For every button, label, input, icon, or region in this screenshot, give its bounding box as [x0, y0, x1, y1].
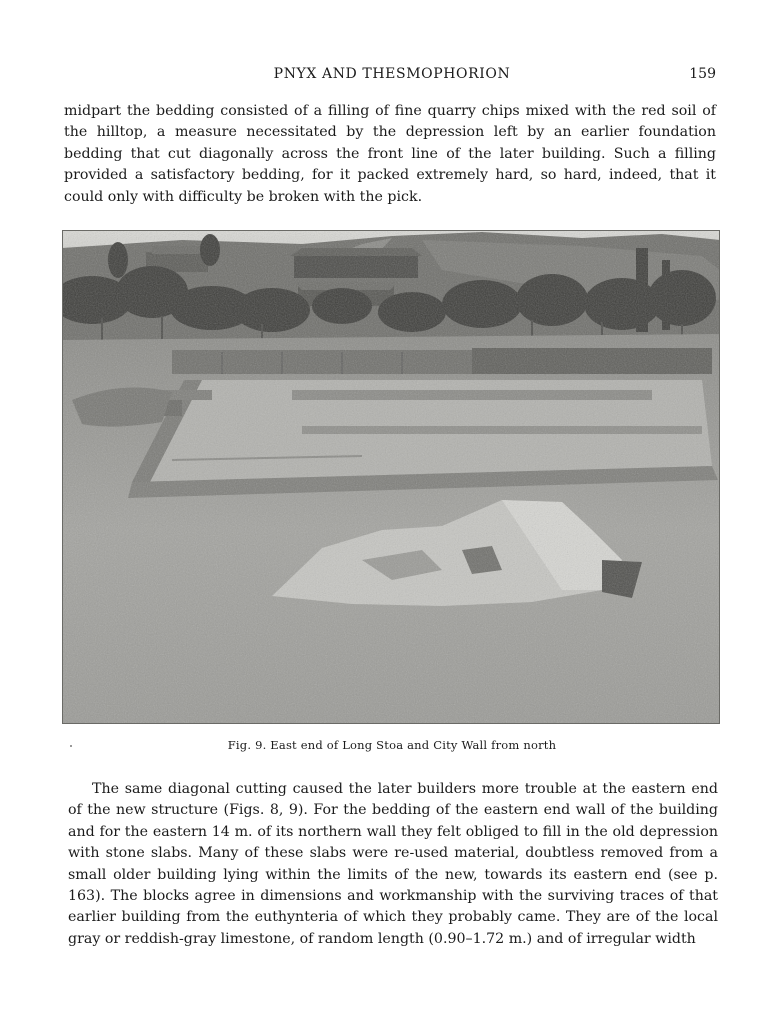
figure-photo — [62, 230, 720, 724]
running-head — [0, 66, 784, 88]
body-paragraph-2: The same diagonal cutting caused the later builders more trouble at the eastern end of the new structure (Figs. 8, 9). For the bedding of the eastern end wall of the building and for the eastern 14 m. of its northern wall they felt obliged to fill in the old depression with stone slabs. Many of these slabs were re-used material, doubtless removed from a small older building lying within the limits of the new, towards its eastern end (see p. 163). The blocks agree in dimensions and workmanship with the surviving traces of that earlier building from the euthynteria of which they probably came. They are of the local gray or reddish-gray limestone, of random length (0.90–1.72 m.) and of irregular width — [68, 781, 718, 947]
stoa-photograph — [62, 230, 720, 724]
body-paragraph-1: midpart the bedding consisted of a filling of fine quarry chips mixed with the red soil of the hilltop, a measure necessitated by the depression left by an earlier foundation bedding that cut diagonally across the front line of the later building. Such a filling provided a satisfactory bedding, for it packed extremely hard, so hard, indeed, that it could only with difficulty be broken with the pick. — [64, 103, 716, 205]
page-number: 159 — [689, 66, 716, 82]
running-title: PNYX AND THESMOPHORION — [273, 66, 511, 82]
photo-grain — [62, 230, 720, 724]
figure-caption: Fig. 9. East end of Long Stoa and City Wall from north — [227, 738, 557, 752]
